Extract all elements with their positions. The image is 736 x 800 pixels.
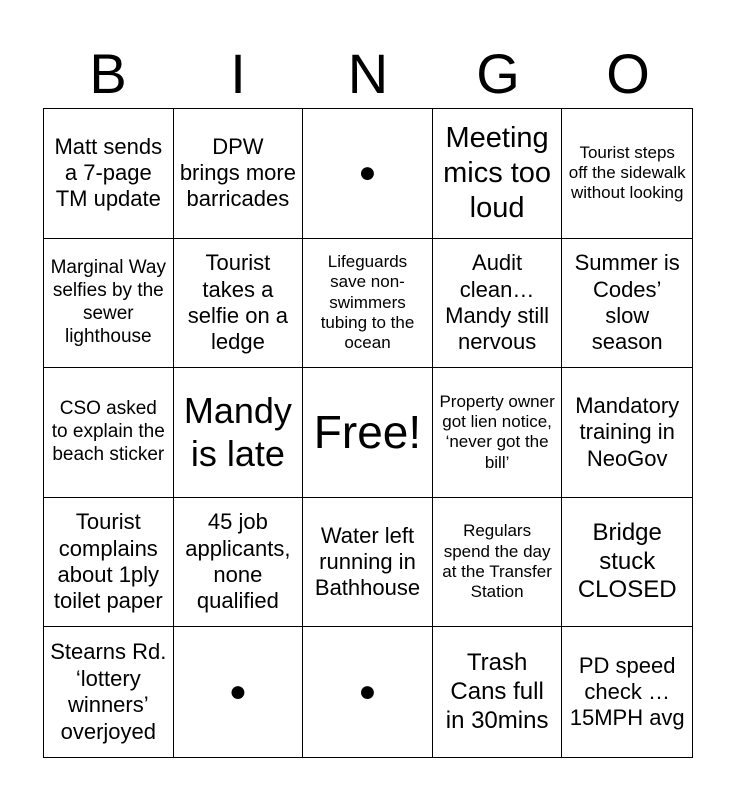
- cell-text: Tourist takes a selfie on a ledge: [187, 250, 289, 355]
- header-letter-o: O: [606, 42, 650, 105]
- bingo-cell-r5c3[interactable]: [303, 627, 433, 757]
- bingo-cell-r4c5[interactable]: [562, 498, 692, 628]
- dot-marker-icon: ●: [228, 675, 247, 709]
- cell-text: Property owner got lien notice, ‘never got the bill’: [439, 391, 555, 472]
- bingo-cell-r1c1[interactable]: [44, 109, 174, 239]
- cell-text: Marginal Way selfies by the sewer lighthouse: [50, 257, 167, 347]
- bingo-cell-r2c2[interactable]: [174, 239, 304, 369]
- header-letter-b: B: [89, 42, 127, 105]
- bingo-cell-r3c4[interactable]: [433, 368, 563, 498]
- bingo-header: [43, 40, 693, 108]
- bingo-cell-r3c1[interactable]: [44, 368, 174, 498]
- bingo-cell-r5c5[interactable]: [562, 627, 692, 757]
- cell-text: CSO asked to explain the beach sticker: [51, 398, 165, 465]
- bingo-cell-r1c5[interactable]: [562, 109, 692, 239]
- bingo-cell-r2c4[interactable]: [433, 239, 563, 369]
- cell-text: Water left running in Bathhouse: [314, 522, 421, 601]
- cell-text: Bridge stuck CLOSED: [577, 518, 677, 604]
- bingo-cell-r2c1[interactable]: [44, 239, 174, 369]
- bingo-cell-r4c1[interactable]: [44, 498, 174, 628]
- header-letter-g: G: [476, 42, 520, 105]
- cell-text: Stearns Rd. ‘lottery winners’ overjoyed: [50, 639, 167, 744]
- cell-text: Regulars spend the day at the Transfer Station: [442, 521, 552, 602]
- cell-text: Matt sends a 7-page TM update: [54, 133, 163, 212]
- bingo-cell-r3c5[interactable]: [562, 368, 692, 498]
- bingo-cell-r2c5[interactable]: [562, 239, 692, 369]
- bingo-cell-r5c1[interactable]: [44, 627, 174, 757]
- cell-text: DPW brings more barricades: [179, 133, 296, 212]
- cell-text: Audit clean… Mandy still nervous: [445, 250, 550, 355]
- cell-text: Lifeguards save non-swimmers tubing to the ocean: [320, 251, 415, 353]
- bingo-cell-r3c3-free[interactable]: [303, 368, 433, 498]
- bingo-cell-r5c2[interactable]: [174, 627, 304, 757]
- cell-text: Meeting mics too loud: [443, 122, 552, 224]
- cell-text: Trash Cans full in 30mins: [445, 649, 549, 734]
- bingo-cell-r3c2[interactable]: [174, 368, 304, 498]
- bingo-cell-r1c2[interactable]: [174, 109, 304, 239]
- cell-text: 45 job applicants, none qualified: [185, 509, 291, 614]
- bingo-cell-r4c2[interactable]: [174, 498, 304, 628]
- header-letter-i: I: [230, 42, 246, 105]
- bingo-cell-r1c4[interactable]: [433, 109, 563, 239]
- cell-text: PD speed check … 15MPH avg: [569, 652, 685, 731]
- cell-text: Mandy is late: [183, 390, 292, 475]
- cell-text: Tourist complains about 1ply toilet paper: [53, 509, 163, 614]
- cell-text: Mandatory training in NeoGov: [575, 392, 680, 471]
- bingo-cell-r4c3[interactable]: [303, 498, 433, 628]
- bingo-cell-r2c3[interactable]: [303, 239, 433, 369]
- bingo-cell-r4c4[interactable]: [433, 498, 563, 628]
- header-letter-n: N: [347, 42, 389, 105]
- free-space-label: Free!: [313, 405, 422, 458]
- bingo-board: [43, 108, 693, 758]
- bingo-cell-r1c3[interactable]: [303, 109, 433, 239]
- cell-text: Tourist steps off the sidewalk without looking: [568, 142, 686, 203]
- cell-text: Summer is Codes’ slow season: [574, 250, 680, 355]
- bingo-cell-r5c4[interactable]: [433, 627, 563, 757]
- dot-marker-icon: ●: [358, 675, 377, 709]
- dot-marker-icon: ●: [358, 156, 377, 190]
